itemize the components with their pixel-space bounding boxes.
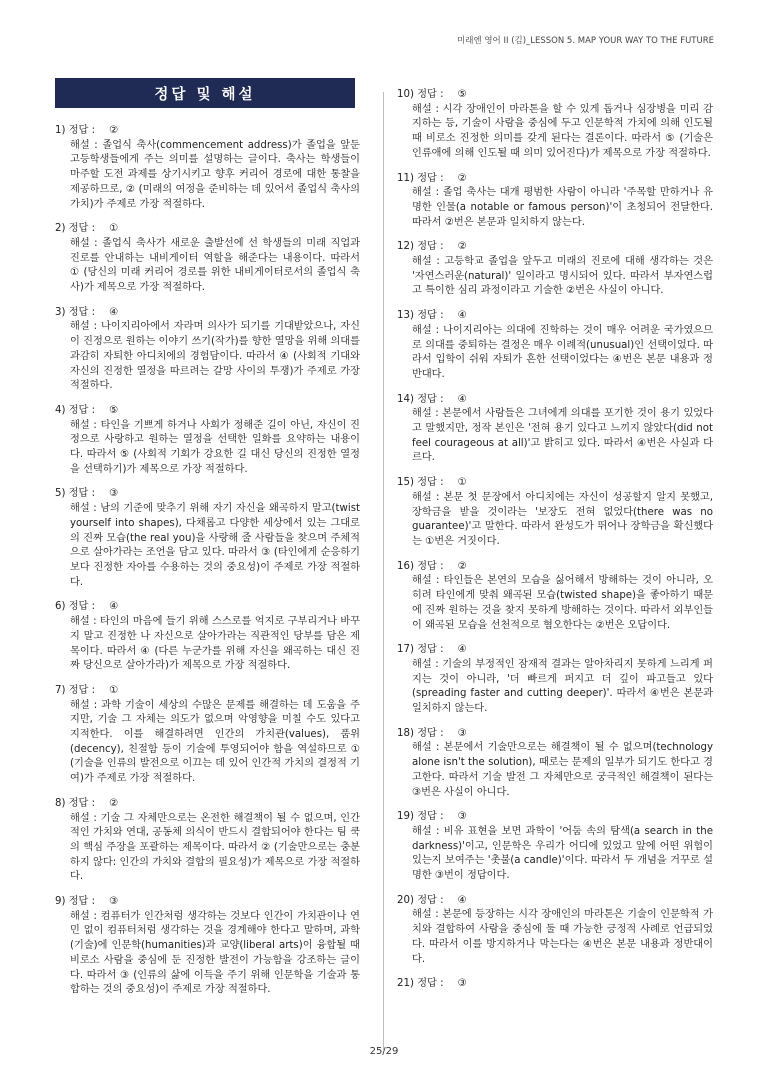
explanation-text: 컴퓨터가 인간처럼 생각하는 것보다 인간이 가치관이나 연민 없이 컴퓨터처럼 생각하는 것을 경계해야 한다고 말하며, 과학(기술)에 인문학(humanities)과 교양(liberal arts)이 융합될 때 비로소 사람을 중심에 둔 진정한 발전이 가능함을 강조하는 글이다. 따라서 ③ (인류의 삶에 이득을 주기 위해 인문학을 기술과 통합하는 것의 중요성)이 주제로 가장 적절하다. <box>70 910 360 996</box>
explanation-text: 졸업식 축사(commencement address)가 졸업을 앞둔 고등학생들에게 주는 의미를 설명하는 글이다. 축사는 학생들이 마주할 도전 과제를 상기시키고 향후 커리어 경로에 대한 통찰을 제공하므로, ② (미래의 여정을 준비하는 데 있어서 졸업식 축사의 가치)가 주제로 가장 적절하다. <box>70 139 360 210</box>
explanation-text: 기술의 부정적인 잠재적 결과는 알아차리지 못하게 느리게 퍼지는 것이 아니라, '더 빠르게 퍼지고 더 깊이 파고들고 있다(spreading faster and cutting deeper)'. 따라서 ④번은 본문과 일치하지 않는다. <box>412 658 713 715</box>
explanation-text: 시각 장애인이 마라톤을 할 수 있게 돕거나 심장병을 미리 감지하는 등, 기술이 사람을 중심에 두고 인문학적 가치에 의해 인도될 때 비로소 진정한 의미를 갖게 된다는 결론이다. 따라서 ⑤ (기술은 인류애에 의해 인도될 때 의미 있어진다)가 제목으로 가장 적절하다. <box>412 103 713 159</box>
answer-prefix: 정답 : <box>68 896 96 908</box>
answer-value: ② <box>109 797 119 809</box>
answer-line <box>55 797 360 812</box>
answer-prefix: 정답 : <box>417 978 444 990</box>
answer-prefix: 정답 : <box>417 393 444 405</box>
explanation <box>397 908 713 967</box>
answer-line <box>55 600 360 615</box>
answer-prefix: 정답 : <box>68 306 96 318</box>
explanation-prefix: 해설 : <box>412 658 439 670</box>
answer-prefix: 정답 : <box>417 310 444 322</box>
explanation-prefix: 해설 : <box>70 419 97 431</box>
explanation-text: 남의 기준에 맞추기 위해 자기 자신을 왜곡하지 말고(twist yourself into shapes), 다채롭고 다양한 세상에서 있는 그대로의 진짜 모습(the real you)을 사랑해 줄 사람들을 찾으며 주체적으로 살아가라는 조언을 담고 있다. 따라서 ③ (타인에게 순응하기보다 진정한 자아를 수용하는 것의 중요성)이 주제로 가장 적절하다. <box>70 503 360 588</box>
answer-prefix: 정답 : <box>68 488 96 500</box>
answer-prefix: 정답 : <box>417 89 444 100</box>
explanation <box>55 699 360 787</box>
answer-item <box>55 797 360 885</box>
item-number: 14) <box>397 393 414 405</box>
item-number: 10) <box>397 89 414 100</box>
answer-value: ④ <box>109 601 119 613</box>
answer-prefix: 정답 : <box>68 601 96 613</box>
item-number: 15) <box>397 477 414 489</box>
answer-value: ④ <box>457 894 467 906</box>
answer-value: ③ <box>457 727 467 739</box>
item-number: 12) <box>397 241 414 253</box>
answer-prefix: 정답 : <box>68 684 96 696</box>
item-number: 1) <box>55 125 66 136</box>
answer-line <box>397 643 713 658</box>
answer-value: ③ <box>457 811 467 823</box>
explanation-text: 나이지리아에서 자라며 의사가 되기를 기대받았으나, 자신이 진정으로 원하는 이야기 쓰기(작가)를 향한 열망을 위해 의대를 과감히 자퇴한 아디치에의 경험담이다. 따라서 ④ (사회적 기대와 자신의 진정한 열정을 따르려는 갈망 사이의 투쟁)가 주제로 가장 적절하다. <box>70 321 360 392</box>
explanation-text: 졸업식 축사가 새로운 출발선에 선 학생들의 미래 직업과 진로를 안내하는 내비게이터 역할을 해준다는 내용이다. 따라서 ① (당신의 미래 커리어 경로를 위한 내비게이터로서의 졸업식 축사)가 제목으로 가장 적절하다. <box>70 237 360 294</box>
explanation <box>55 237 360 296</box>
explanation-prefix: 해설 : <box>70 139 98 151</box>
answer-line <box>397 309 713 324</box>
answer-line <box>397 240 713 255</box>
answer-line <box>55 124 360 139</box>
answer-line <box>55 222 360 237</box>
answer-item <box>55 124 360 212</box>
answer-item <box>397 309 713 383</box>
explanation <box>55 139 360 213</box>
item-number: 2) <box>55 223 66 235</box>
explanation-prefix: 해설 : <box>412 103 439 115</box>
answer-value: ② <box>457 560 467 572</box>
answer-value: ④ <box>457 310 467 322</box>
answer-line <box>55 404 360 419</box>
answer-item <box>397 977 713 992</box>
answer-prefix: 정답 : <box>68 223 96 235</box>
explanation <box>397 324 713 383</box>
explanation-prefix: 해설 : <box>412 491 440 503</box>
answer-item <box>397 560 713 634</box>
explanation-prefix: 해설 : <box>412 187 440 199</box>
explanation-prefix: 해설 : <box>70 699 98 711</box>
explanation <box>55 502 360 590</box>
answer-item <box>55 306 360 394</box>
explanation <box>55 320 360 394</box>
answer-line <box>397 88 713 103</box>
answer-line <box>397 810 713 825</box>
explanation-prefix: 해설 : <box>412 408 439 420</box>
answer-line <box>55 895 360 910</box>
answer-line <box>55 306 360 321</box>
explanation-prefix: 해설 : <box>70 812 97 824</box>
answer-item <box>397 894 713 968</box>
explanation-text: 나이지리아는 의대에 진학하는 것이 매우 어려운 국가였으므로 의대를 중퇴하는 결정은 매우 이례적(unusual)인 선택이었다. 따라서 입학이 쉬워 자퇴가 흔한 선택이었다는 ④번은 본문 내용과 정반대다. <box>412 324 713 380</box>
answer-line <box>397 476 713 491</box>
explanation-prefix: 해설 : <box>412 825 440 837</box>
explanation-text: 타인의 마음에 들기 위해 스스로를 억지로 구부리거나 바꾸지 말고 진정한 나 자신으로 살아가라는 직관적인 당부를 담은 제목이다. 따라서 ④ (다른 누군가를 위해 자신을 왜곡하는 대신 진짜 당신으로 살아가라)가 제목으로 가장 적절하다. <box>70 616 360 672</box>
explanation-text: 비유 표현을 보면 과학이 '어둠 속의 탐색(a search in the darkness)'이고, 인문학은 우리가 어디에 있었고 앞에 어떤 위험이 있는지 보여주는 '촛불(a candle)'이다. 따라서 두 개념을 거꾸로 설명한 ③번이 정답이다. <box>412 825 713 882</box>
answer-value: ① <box>109 223 119 235</box>
explanation <box>397 574 713 633</box>
answer-value: ⑤ <box>457 89 467 100</box>
explanation-text: 타인들은 본연의 모습을 싫어해서 방해하는 것이 아니라, 오히려 타인에게 맞춰 왜곡된 모습(twisted shape)을 좋아하기 때문에 진짜 원하는 것을 찾지 못하게 방해하는 것이다. 따라서 외부인들이 왜곡된 모습을 선천적으로 혐오한다는 ②번은 오답이다. <box>412 575 713 631</box>
item-number: 20) <box>397 894 414 906</box>
item-number: 8) <box>55 797 66 809</box>
explanation-text: 기술 그 자체만으로는 온전한 해결책이 될 수 없으며, 인간적인 가치와 연대, 공동체 의식이 반드시 결합되어야 한다는 팀 쿡의 핵심 주장을 포괄하는 제목이다. 따라서 ② (기술만으로는 충분하지 않다: 인간의 가치와 결합의 필요성)가 제목으로 가장 적절하다. <box>70 812 360 883</box>
answer-prefix: 정답 : <box>417 477 444 489</box>
answer-line <box>397 560 713 575</box>
item-number: 3) <box>55 306 66 318</box>
explanation <box>55 419 360 478</box>
answer-item <box>397 476 713 550</box>
item-number: 9) <box>55 896 66 908</box>
answer-item <box>397 88 713 162</box>
answer-item <box>55 404 360 478</box>
explanation-prefix: 해설 : <box>70 910 97 922</box>
answer-line <box>55 487 360 502</box>
answer-prefix: 정답 : <box>417 727 444 739</box>
explanation-prefix: 해설 : <box>412 256 440 268</box>
answer-value: ③ <box>109 896 119 908</box>
answer-value: ② <box>109 125 119 136</box>
answer-item <box>397 727 713 801</box>
item-number: 16) <box>397 560 414 572</box>
explanation <box>397 103 713 162</box>
answer-item <box>55 895 360 998</box>
explanation-text: 본문에서 기술만으로는 해결책이 될 수 없으며(technology alone isn't the solution), 때로는 문제의 일부가 되기도 한다고 경고한다. 따라서 기술 발전 그 자체만으로 궁극적인 해결책이 된다는 ③번은 사실이 아니다. <box>412 742 713 798</box>
explanation <box>397 255 713 299</box>
answer-prefix: 정답 : <box>68 404 96 416</box>
answer-prefix: 정답 : <box>68 125 96 136</box>
item-number: 13) <box>397 310 414 322</box>
explanation-text: 타인을 기쁘게 하거나 사회가 정해준 길이 아닌, 자신이 진정으로 사랑하고 원하는 열정을 선택한 일화를 요약하는 내용이다. 따라서 ⑤ (사회적 기회가 강요한 길 대신 당신의 진정한 열정을 선택하기)가 제목으로 가장 적절하다. <box>70 419 360 475</box>
page-number: 25/29 <box>369 1046 399 1057</box>
answer-value: ③ <box>109 488 119 500</box>
answer-value: ④ <box>109 306 119 318</box>
answer-value: ② <box>457 241 467 253</box>
answer-prefix: 정답 : <box>417 241 444 253</box>
explanation-prefix: 해설 : <box>412 742 440 754</box>
explanation-prefix: 해설 : <box>412 324 440 336</box>
explanation-text: 본문에 등장하는 시각 장애인의 마라톤은 기술이 인문학적 가치와 결합하여 사람을 중심에 둘 때 가능한 긍정적 사례로 언급되었다. 따라서 이를 방지하거나 막는다는 ④번은 본문 내용과 정반대이다. <box>412 909 713 965</box>
answer-line <box>397 894 713 909</box>
explanation <box>397 658 713 717</box>
item-number: 21) <box>397 978 414 990</box>
explanation <box>397 825 713 884</box>
answer-item <box>55 684 360 787</box>
answer-item <box>55 487 360 590</box>
answer-prefix: 정답 : <box>417 644 444 656</box>
answer-item <box>397 393 713 467</box>
answer-prefix: 정답 : <box>417 894 444 906</box>
item-number: 17) <box>397 644 414 656</box>
running-header: 미래엔 영어 II (김)_LESSON 5. MAP YOUR WAY TO THE FUTURE <box>457 36 714 46</box>
explanation-text: 졸업 축사는 대개 평범한 사람이 아니라 '주목할 만하거나 유명한 인물(a notable or famous person)'이 초청되어 전달한다. 따라서 ②번은 본문과 일치하지 않는다. <box>412 187 713 228</box>
explanation-text: 본문에서 사람들은 그녀에게 의대를 포기한 것이 용기 있었다고 말했지만, 정작 본인은 '전혀 용기 있다고 느끼지 않았다(did not feel courageous at all)'고 밝히고 있다. 따라서 ④번은 사실과 다르다. <box>412 408 713 464</box>
explanation-text: 본문 첫 문장에서 아디치에는 자신이 성공할지 알지 못했고, 장학금을 받을 것이라는 '보장도 전혀 없었다(there was no guarantee)'고 말한다. 따라서 완성도가 뛰어나 장학금을 확신했다는 ①번은 거짓이다. <box>412 491 713 547</box>
column-right <box>397 88 713 1002</box>
answer-prefix: 정답 : <box>417 172 444 184</box>
answer-value: ① <box>457 477 467 489</box>
answer-value: ① <box>109 684 119 696</box>
item-number: 4) <box>55 404 66 416</box>
answer-value: ④ <box>457 393 467 405</box>
explanation <box>397 186 713 230</box>
answer-value: ⑤ <box>109 404 119 416</box>
answer-line <box>397 727 713 742</box>
answer-line <box>397 172 713 187</box>
explanation-prefix: 해설 : <box>70 503 97 515</box>
item-number: 18) <box>397 727 414 739</box>
explanation <box>397 741 713 800</box>
explanation-prefix: 해설 : <box>412 909 439 921</box>
explanation <box>55 615 360 674</box>
explanation-prefix: 해설 : <box>70 321 98 333</box>
item-number: 5) <box>55 488 66 500</box>
explanation-prefix: 해설 : <box>70 237 98 249</box>
answer-value: ③ <box>457 978 467 990</box>
answer-prefix: 정답 : <box>68 797 96 809</box>
answer-item <box>397 810 713 884</box>
item-number: 11) <box>397 172 414 184</box>
explanation <box>397 491 713 550</box>
explanation-text: 과학 기술이 세상의 수많은 문제를 해결하는 데 도움을 주지만, 기술 그 자체는 의도가 없으며 악영향을 미칠 수도 있다고 지적한다. 이를 해결하려면 인간의 가치관(values), 품위(decency), 친절함 등이 기술에 투영되어야 함을 역설하므로 ① (기술을 인류의 발전으로 이끄는 데 있어 인간적 가치의 결정적 기여)가 주제로 가장 적절하다. <box>70 699 360 785</box>
answer-prefix: 정답 : <box>417 811 444 823</box>
answer-item <box>397 643 713 717</box>
item-number: 7) <box>55 684 66 696</box>
column-divider <box>383 92 384 1050</box>
explanation <box>397 407 713 466</box>
answer-item <box>55 222 360 296</box>
answer-line <box>397 393 713 408</box>
explanation-prefix: 해설 : <box>412 575 440 587</box>
explanation <box>55 812 360 886</box>
answer-line <box>397 977 713 992</box>
item-number: 19) <box>397 811 414 823</box>
column-left <box>55 124 360 1008</box>
explanation-prefix: 해설 : <box>70 616 97 628</box>
explanation <box>55 910 360 998</box>
item-number: 6) <box>55 601 66 613</box>
answer-item <box>397 240 713 299</box>
answer-line <box>55 684 360 699</box>
explanation-text: 고등학교 졸업을 앞두고 미래의 진로에 대해 생각하는 것은 '자연스러운(natural)' 일이라고 명시되어 있다. 따라서 부자연스럽고 특이한 심리 과정이라고 기술한 ②번은 사실이 아니다. <box>412 256 713 297</box>
answer-item <box>55 600 360 674</box>
answer-item <box>397 172 713 231</box>
answer-value: ④ <box>457 644 467 656</box>
answer-prefix: 정답 : <box>417 560 444 572</box>
section-title: 정답 및 해설 <box>55 78 355 108</box>
answer-value: ② <box>457 172 467 184</box>
